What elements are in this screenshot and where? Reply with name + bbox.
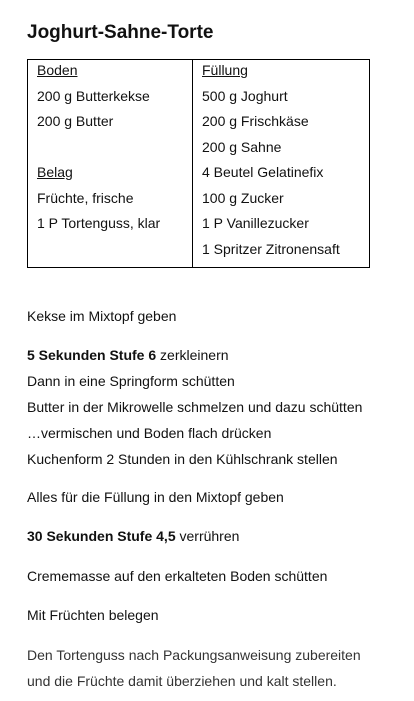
ingredients-section-heading: Belag: [37, 164, 73, 180]
ingredient-item: 1 Spritzer Zitronensaft: [202, 240, 340, 257]
ingredients-column-left: [28, 60, 193, 267]
ingredients-column-right: [193, 60, 369, 267]
ingredient-item: Früchte, frische: [37, 189, 134, 206]
ingredient-item: 100 g Zucker: [202, 189, 284, 206]
ingredient-item: 1 P Vanillezucker: [202, 215, 309, 231]
ingredient-item: 4 Beutel Gelatinefix: [202, 164, 324, 180]
step-text: Kekse im Mixtopf geben: [27, 308, 177, 324]
step-text: [27, 523, 239, 549]
step-text: und die Früchte damit überziehen und kalt stellen.: [27, 673, 337, 689]
step-text-rest: zerkleinern: [156, 347, 229, 363]
step-text: Kuchenform 2 Stunden in den Kühlschrank stellen: [27, 451, 338, 467]
step-text: …vermischen und Boden flach drücken: [27, 425, 272, 441]
ingredients-table: [27, 59, 370, 268]
ingredient-item: [37, 137, 192, 163]
ingredients-section-heading: Boden: [37, 62, 78, 78]
ingredient-item: 200 g Butter: [37, 113, 114, 129]
step-text: Alles für die Füllung in den Mixtopf geben: [27, 489, 284, 505]
ingredients-section-heading: Füllung: [202, 62, 248, 78]
recipe-title: Joghurt-Sahne-Torte: [27, 22, 214, 43]
ingredient-item: 200 g Sahne: [202, 138, 282, 155]
step-text: Mit Früchten belegen: [27, 607, 159, 623]
ingredient-item: 1 P Tortenguss, klar: [37, 215, 161, 231]
step-bold-setting: 5 Sekunden Stufe 6: [27, 347, 157, 363]
step-text: Den Tortenguss nach Packungsanweisung zubereiten: [27, 647, 361, 663]
step-text: Crememasse auf den erkalteten Boden schütten: [27, 568, 328, 584]
ingredient-item: 200 g Butterkekse: [37, 87, 150, 104]
step-text: Dann in eine Springform schütten: [27, 373, 235, 389]
ingredient-item: 500 g Joghurt: [202, 87, 288, 104]
step-text: [27, 342, 229, 368]
ingredient-item: 200 g Frischkäse: [202, 113, 309, 129]
step-bold-setting: 30 Sekunden Stufe 4,5: [27, 528, 176, 544]
step-text: Butter in der Mikrowelle schmelzen und dazu schütten: [27, 399, 363, 415]
step-text-rest: verrühren: [175, 528, 240, 544]
